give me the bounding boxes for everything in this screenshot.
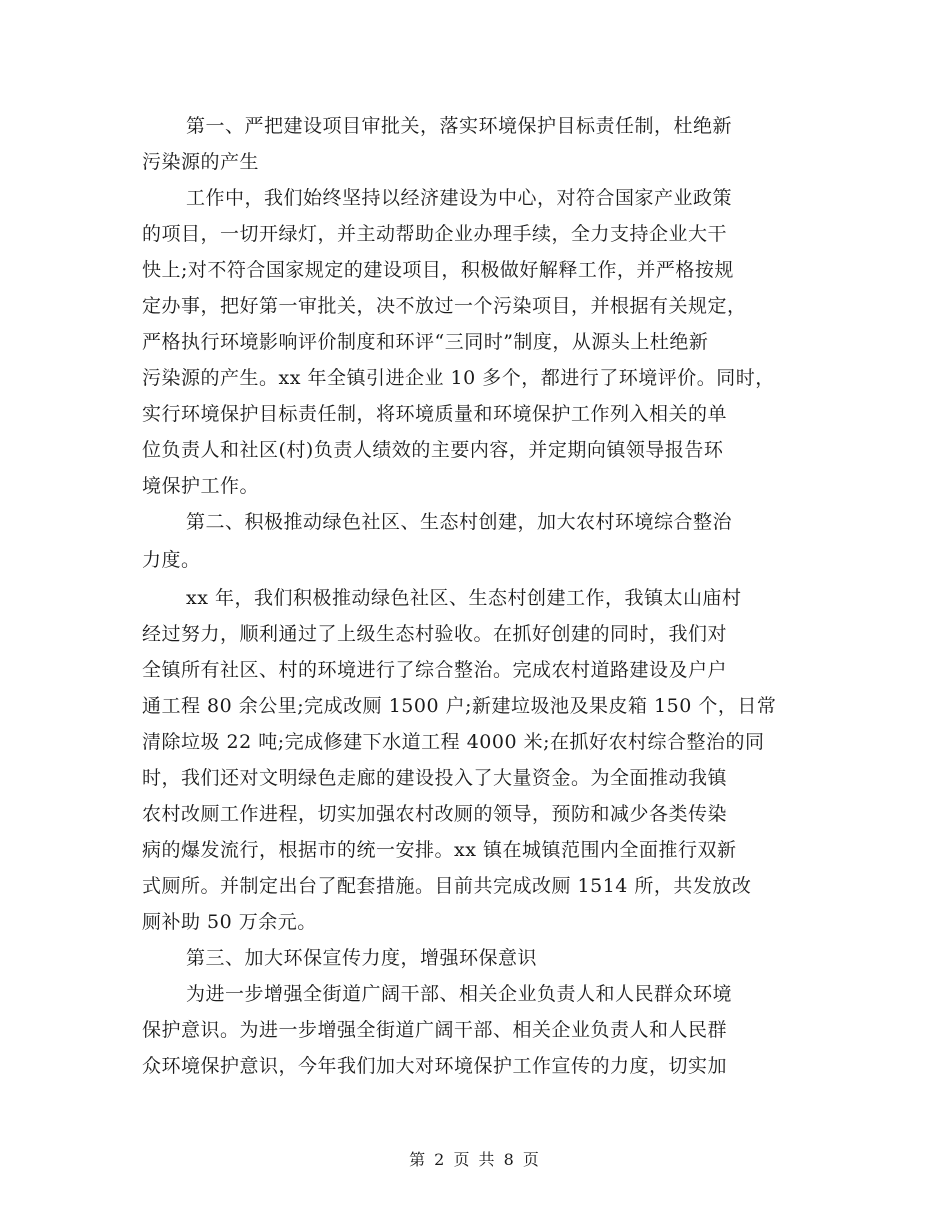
paragraph-line: 清除垃圾 22 吨;完成修建下水道工程 4000 米;在抓好农村综合整治的同 <box>142 731 765 753</box>
heading-line-1: 第三、加大环保宣传力度，增强环保意识 <box>186 947 538 969</box>
paragraph-line: 的项目，一切开绿灯，并主动帮助企业办理手续，全力支持企业大干 <box>142 223 728 245</box>
paragraph-line: 式厕所。并制定出台了配套措施。目前共完成改厕 1514 所，共发放改 <box>142 875 752 897</box>
paragraph-line: 病的爆发流行，根据市的统一安排。xx 镇在城镇范围内全面推行双新 <box>142 839 737 861</box>
heading-line-2: 污染源的产生 <box>142 151 260 173</box>
paragraph-line: 全镇所有社区、村的环境进行了综合整治。完成农村道路建设及户户 <box>142 659 728 681</box>
paragraph-line: 定办事，把好第一审批关，决不放过一个污染项目，并根据有关规定， <box>142 295 747 317</box>
paragraph-line: 通工程 80 余公里;完成改厕 1500 户;新建垃圾池及果皮箱 150 个，日常 <box>142 695 777 717</box>
document-body <box>142 108 822 1084</box>
heading-line-1: 第二、积极推动绿色社区、生态村创建，加大农村环境综合整治 <box>186 511 733 533</box>
paragraph-line: 农村改厕工作进程，切实加强农村改厕的领导，预防和减少各类传染 <box>142 803 728 825</box>
paragraph-line: xx 年，我们积极推动绿色社区、生态村创建工作，我镇太山庙村 <box>186 587 742 609</box>
heading-line-1: 第一、严把建设项目审批关，落实环境保护目标责任制，杜绝新 <box>186 115 733 137</box>
paragraph-line: 实行环境保护目标责任制，将环境质量和环境保护工作列入相关的单 <box>142 403 728 425</box>
paragraph-line: 位负责人和社区(村)负责人绩效的主要内容，并定期向镇领导报告环 <box>142 439 724 461</box>
paragraph-line: 经过努力，顺利通过了上级生态村验收。在抓好创建的同时，我们对 <box>142 623 728 645</box>
paragraph-line: 严格执行环境影响评价制度和环评“三同时”制度，从源头上杜绝新 <box>142 331 709 353</box>
paragraph-line: 时，我们还对文明绿色走廊的建设投入了大量资金。为全面推动我镇 <box>142 767 728 789</box>
paragraph-line: 众环境保护意识，今年我们加大对环境保护工作宣传的力度，切实加 <box>142 1055 728 1077</box>
page-number-footer: 第 2 页 共 8 页 <box>409 1150 541 1169</box>
paragraph-line: 保护意识。为进一步增强全街道广阔干部、相关企业负责人和人民群 <box>142 1019 728 1041</box>
paragraph-line: 境保护工作。 <box>142 475 260 497</box>
paragraph-line: 快上;对不符合国家规定的建设项目，积极做好解释工作，并严格按规 <box>142 259 734 281</box>
paragraph-line: 污染源的产生。xx 年全镇引进企业 10 多个，都进行了环境评价。同时， <box>142 367 775 389</box>
heading-line-2: 力度。 <box>142 549 201 571</box>
paragraph-line: 厕补助 50 万余元。 <box>142 911 317 933</box>
paragraph-line: 工作中，我们始终坚持以经济建设为中心，对符合国家产业政策 <box>186 187 733 209</box>
paragraph-line: 为进一步增强全街道广阔干部、相关企业负责人和人民群众环境 <box>186 983 733 1005</box>
